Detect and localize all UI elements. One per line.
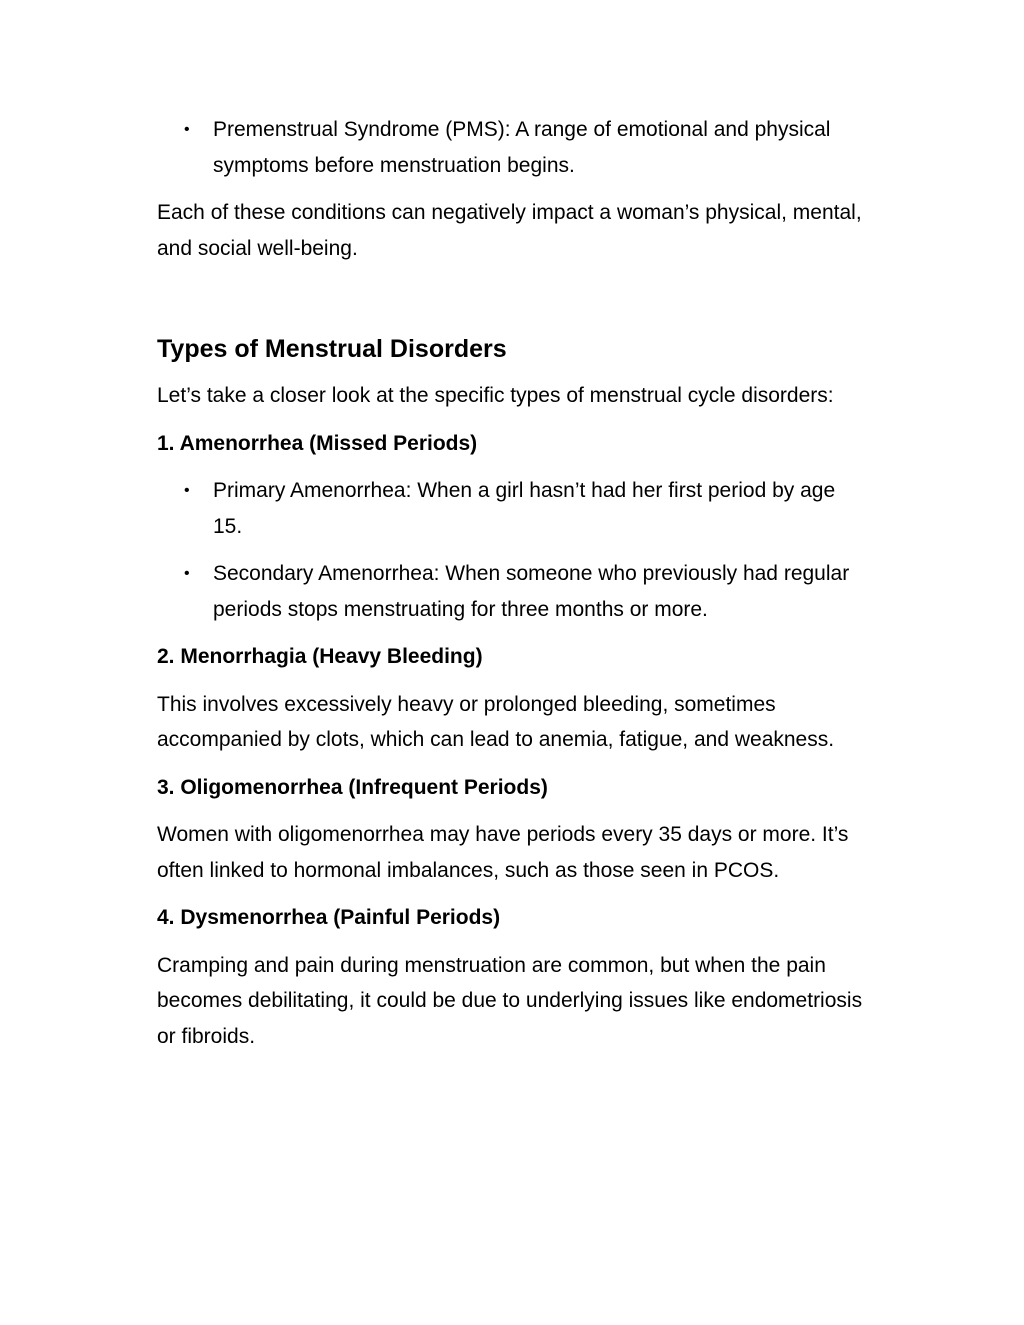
list-item	[157, 556, 869, 627]
disorder-heading-dysmenorrhea: 4. Dysmenorrhea (Painful Periods)	[157, 906, 501, 929]
intro-paragraph: Each of these conditions can negatively impact a woman’s physical, mental, and social well-being.	[157, 201, 862, 260]
bullet-text: Secondary Amenorrhea: When someone who previously had regular periods stops menstruating for three months or more.	[213, 562, 850, 621]
bullet-text: Primary Amenorrhea: When a girl hasn’t had her first period by age 15.	[213, 479, 836, 538]
section-lead: Let’s take a closer look at the specific types of menstrual cycle disorders:	[157, 384, 834, 407]
bullet-icon: •	[184, 121, 190, 138]
disorder-text-dysmenorrhea: Cramping and pain during menstruation are common, but when the pain becomes debilitating, it could be due to underlying issues like endometriosis or fibroids.	[157, 953, 863, 1048]
document-page	[157, 112, 869, 1054]
bullet-text: Premenstrual Syndrome (PMS): A range of emotional and physical symptoms before menstruation begins.	[213, 118, 831, 177]
disorder-text-oligomenorrhea: Women with oligomenorrhea may have periods every 35 days or more. It’s often linked to hormonal imbalances, such as those seen in PCOS.	[157, 823, 849, 882]
disorder-heading-menorrhagia: 2. Menorrhagia (Heavy Bleeding)	[157, 645, 483, 668]
disorder-heading-amenorrhea: 1. Amenorrhea (Missed Periods)	[157, 431, 478, 455]
bullet-icon: •	[184, 565, 190, 582]
list-item	[157, 473, 869, 544]
section-heading: Types of Menstrual Disorders	[157, 335, 507, 363]
list-item	[157, 112, 869, 183]
disorder-text-menorrhagia: This involves excessively heavy or prolonged bleeding, sometimes accompanied by clots, which can lead to anemia, fatigue, and weakness.	[157, 692, 835, 751]
amenorrhea-bullet-list	[157, 473, 869, 627]
disorder-heading-oligomenorrhea: 3. Oligomenorrhea (Infrequent Periods)	[157, 775, 548, 799]
intro-bullet-list	[157, 112, 869, 183]
bullet-icon: •	[184, 482, 190, 499]
